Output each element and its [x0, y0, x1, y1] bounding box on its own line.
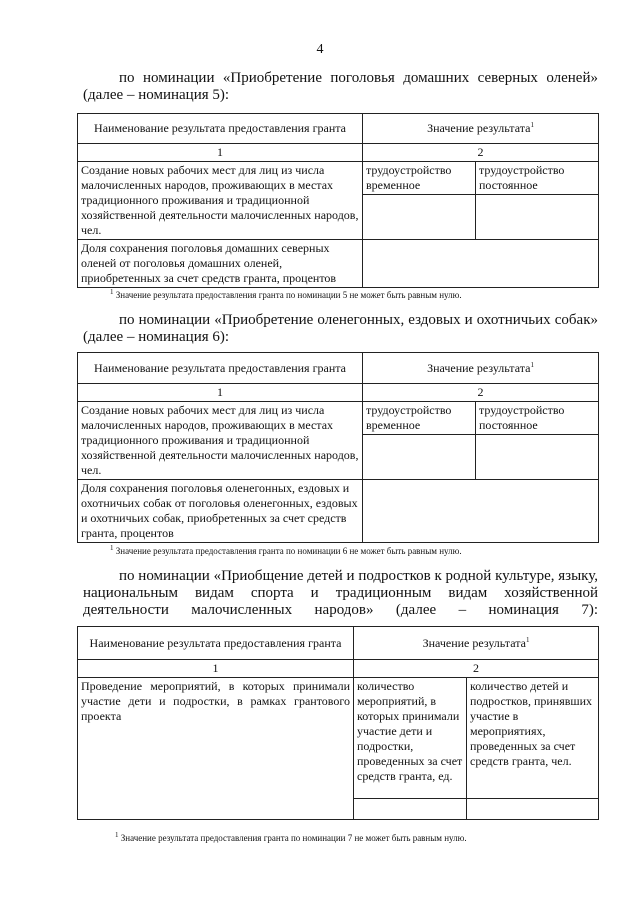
col-number-2: 2 — [363, 144, 599, 162]
row1-name-cell: Создание новых рабочих мест для лиц из числа малочисленных народов, проживающих в местах традиционного проживания и традиционной хозяйственной деятельности малочисленных народов, чел. — [78, 402, 363, 480]
col-number-1: 1 — [78, 144, 363, 162]
row1-value-permanent: трудоустройство постоянное — [476, 402, 599, 435]
section-7-footnote: $^1$ Значение результата предоставления гранта по номинации 7 не может быть равным нулю. — [115, 831, 467, 843]
page-number: 4 — [316, 42, 324, 57]
nomination-7-table — [77, 626, 599, 820]
section-5-intro: по номинации «Приобретение поголовья домашних северных оленей» (далее – номинация 5): — [83, 70, 598, 103]
section-6-footnote: $^1$ Значение результата предоставления гранта по номинации 6 не может быть равным нулю. — [110, 544, 462, 556]
header-name-cell: Наименование результата предоставления гранта — [78, 627, 354, 660]
row1-value-children-empty — [467, 799, 599, 820]
header-value-cell: Значение результата$^1$ — [354, 627, 599, 660]
row2-name-cell: Доля сохранения поголовья домашних северных оленей от поголовья домашних оленей, приобретенных за счет средств гранта, процентов — [78, 240, 363, 288]
nomination-5-table — [77, 113, 599, 288]
row1-value-permanent-empty — [476, 435, 599, 480]
footnote-mark: 1 — [530, 121, 534, 129]
row1-value-events: количество мероприятий, в которых принимали участие дети и подростки, проведенных за счет средств гранта, ед. — [354, 678, 467, 799]
header-name-cell: Наименование результата предоставления гранта — [78, 353, 363, 384]
nomination-6-table — [77, 352, 599, 543]
header-name-cell: Наименование результата предоставления гранта — [78, 114, 363, 144]
col-number-2: 2 — [363, 384, 599, 402]
row1-value-permanent: трудоустройство постоянное — [476, 162, 599, 195]
section-5-footnote: $^1$ Значение результата предоставления гранта по номинации 5 не может быть равным нулю. — [110, 288, 462, 300]
row1-name-cell: Создание новых рабочих мест для лиц из числа малочисленных народов, проживающих в местах традиционного проживания и традиционной хозяйственной деятельности малочисленных народов, чел. — [78, 162, 363, 240]
col-number-2: 2 — [354, 660, 599, 678]
row1-value-temporary-empty — [363, 195, 476, 240]
footnote-mark: 1 — [530, 360, 534, 369]
row1-value-children: количество детей и подростков, принявших участие в мероприятиях, проведенных за счет средств гранта, чел. — [467, 678, 599, 799]
footnote-mark: 1 — [525, 635, 530, 644]
row2-value-cell — [363, 480, 599, 543]
row2-value-cell — [363, 240, 599, 288]
section-6-intro: по номинации «Приобретение оленегонных, ездовых и охотничьих собак» (далее – номинация 6): — [83, 312, 598, 345]
col-number-1: 1 — [78, 384, 363, 402]
section-7-intro: по номинации «Приобщение детей и подростков к родной культуре, языку, национальным видам спорта и традиционным видам хозяйственной деятельности малочисленных народов» (далее – номинация 7): — [83, 568, 598, 618]
col-number-1: 1 — [78, 660, 354, 678]
row1-value-temporary-empty — [363, 435, 476, 480]
row1-value-temporary: трудоустройство временное — [363, 402, 476, 435]
header-value-cell: Значение результата$^1$ — [363, 114, 599, 144]
row1-value-permanent-empty — [476, 195, 599, 240]
row1-value-events-empty — [354, 799, 467, 820]
row1-value-temporary: трудоустройство временное — [363, 162, 476, 195]
header-value-cell: Значение результата$^1$ — [363, 353, 599, 384]
row2-name-cell: Доля сохранения поголовья оленегонных, ездовых и охотничьих собак от поголовья оленегонных, ездовых и охотничьих собак, приобретенных за счет средств гранта, процентов — [78, 480, 363, 543]
row1-name-cell: Проведение мероприятий, в которых принимали участие дети и подростки, в рамках грантового проекта — [78, 678, 354, 820]
